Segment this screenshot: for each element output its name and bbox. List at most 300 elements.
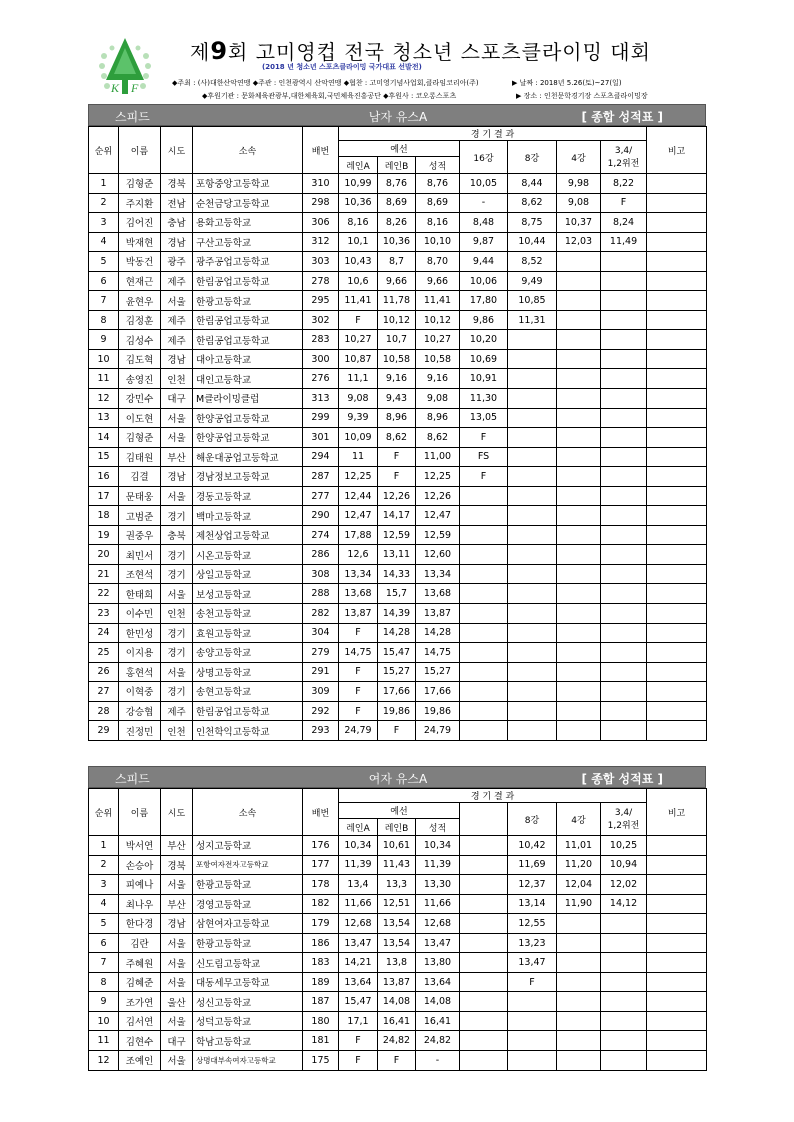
cell-r16 — [460, 894, 508, 914]
cell-score: 8,62 — [416, 428, 460, 448]
cell-lane-b: 13,87 — [378, 972, 416, 992]
cell-r4 — [557, 506, 601, 526]
cell-rank: 18 — [89, 506, 119, 526]
cell-r8 — [508, 643, 557, 663]
cell-affiliation: 제천상업고등학교 — [193, 525, 303, 545]
cell-affiliation: 상일고등학교 — [193, 564, 303, 584]
cell-affiliation: 성신고등학교 — [193, 992, 303, 1012]
col-region: 시도 — [161, 789, 193, 836]
cell-bib: 288 — [303, 584, 339, 604]
sponsor-info: ◆후원기관 : 문화체육관광부,대한체육회,국민체육진흥공단 ◆후원사 : 코오롱스포츠 — [202, 92, 457, 100]
cell-region: 경남 — [161, 349, 193, 369]
cell-region: 경기 — [161, 564, 193, 584]
cell-note — [647, 972, 707, 992]
cell-r4 — [557, 271, 601, 291]
table-row — [89, 604, 707, 624]
cell-lane-b: 12,51 — [378, 894, 416, 914]
cell-r4: 11,20 — [557, 855, 601, 875]
cell-region: 서울 — [161, 1011, 193, 1031]
cell-final — [601, 252, 647, 272]
men-results-table — [88, 126, 707, 741]
cell-lane-b: 8,69 — [378, 193, 416, 213]
cell-lane-a: F — [339, 662, 378, 682]
cell-r8 — [508, 408, 557, 428]
cell-final: 10,94 — [601, 855, 647, 875]
cell-rank: 20 — [89, 545, 119, 565]
cell-rank: 5 — [89, 252, 119, 272]
cell-note — [647, 506, 707, 526]
cell-region: 서울 — [161, 584, 193, 604]
cell-r8 — [508, 349, 557, 369]
cell-r4 — [557, 389, 601, 409]
cell-final — [601, 643, 647, 663]
cell-note — [647, 604, 707, 624]
cell-note — [647, 486, 707, 506]
cell-r8 — [508, 330, 557, 350]
cell-score: 12,26 — [416, 486, 460, 506]
cell-rank: 27 — [89, 682, 119, 702]
cell-lane-b: 10,12 — [378, 310, 416, 330]
cell-affiliation: 보성고등학교 — [193, 584, 303, 604]
cell-name: 주혜원 — [119, 953, 161, 973]
cell-r16 — [460, 662, 508, 682]
cell-r16 — [460, 545, 508, 565]
cell-lane-b: F — [378, 1051, 416, 1071]
cell-r16: 8,48 — [460, 213, 508, 233]
cell-r4: 11,90 — [557, 894, 601, 914]
col-r8: 8강 — [508, 141, 557, 174]
cell-rank: 6 — [89, 271, 119, 291]
cell-note — [647, 545, 707, 565]
cell-lane-a: 10,1 — [339, 232, 378, 252]
cell-lane-a: 10,87 — [339, 349, 378, 369]
cell-note — [647, 1011, 707, 1031]
cell-score: 12,47 — [416, 506, 460, 526]
cell-affiliation: 신도림고등학교 — [193, 953, 303, 973]
cell-region: 인천 — [161, 604, 193, 624]
table-row — [89, 525, 707, 545]
cell-region: 서울 — [161, 1051, 193, 1071]
cell-region: 경기 — [161, 643, 193, 663]
cell-r16 — [460, 506, 508, 526]
cell-region: 서울 — [161, 933, 193, 953]
cell-r16: - — [460, 193, 508, 213]
cell-note — [647, 408, 707, 428]
col-final-line1: 3,4/ — [614, 807, 633, 818]
cell-r16: 10,20 — [460, 330, 508, 350]
cell-lane-a: F — [339, 701, 378, 721]
cell-note — [647, 447, 707, 467]
table-row — [89, 564, 707, 584]
cell-r16 — [460, 992, 508, 1012]
cell-bib: 308 — [303, 564, 339, 584]
kf-tree-logo-icon — [96, 36, 154, 98]
cell-score: 11,41 — [416, 291, 460, 311]
cell-final — [601, 623, 647, 643]
cell-name: 한다경 — [119, 914, 161, 934]
table-row — [89, 721, 707, 741]
cell-r4 — [557, 662, 601, 682]
cell-r4 — [557, 525, 601, 545]
cell-r8 — [508, 525, 557, 545]
cell-affiliation: 해운대공업고등학교 — [193, 447, 303, 467]
cell-r4 — [557, 953, 601, 973]
cell-name: 이수민 — [119, 604, 161, 624]
cell-r8: 8,52 — [508, 252, 557, 272]
cell-score: 13,47 — [416, 933, 460, 953]
cell-bib: 282 — [303, 604, 339, 624]
cell-score: 9,16 — [416, 369, 460, 389]
cell-lane-b: 12,59 — [378, 525, 416, 545]
cell-lane-a: 12,47 — [339, 506, 378, 526]
cell-lane-a: 11,66 — [339, 894, 378, 914]
cell-lane-b: 11,43 — [378, 855, 416, 875]
col-results: 경 기 결 과 — [339, 127, 647, 141]
cell-affiliation: 삼현여자고등학교 — [193, 914, 303, 934]
table-row — [89, 506, 707, 526]
cell-region: 제주 — [161, 701, 193, 721]
table-row — [89, 701, 707, 721]
cell-name: 김란 — [119, 933, 161, 953]
cell-score: 10,12 — [416, 310, 460, 330]
cell-final — [601, 933, 647, 953]
col-prelim: 예선 — [339, 803, 460, 819]
cell-rank: 8 — [89, 972, 119, 992]
cell-affiliation: 한광고등학교 — [193, 933, 303, 953]
cell-final — [601, 564, 647, 584]
cell-name: 이지용 — [119, 643, 161, 663]
col-final — [601, 803, 647, 836]
cell-r16 — [460, 1031, 508, 1051]
col-region: 시도 — [161, 127, 193, 174]
cell-r16 — [460, 564, 508, 584]
cell-region: 제주 — [161, 271, 193, 291]
cell-note — [647, 271, 707, 291]
logo-letter-f: F — [131, 81, 139, 95]
cell-bib: 301 — [303, 428, 339, 448]
cell-note — [647, 389, 707, 409]
col-r8: 8강 — [508, 803, 557, 836]
cell-name: 최민서 — [119, 545, 161, 565]
cell-lane-a: 10,6 — [339, 271, 378, 291]
cell-affiliation: 한광고등학교 — [193, 875, 303, 895]
cell-score: 12,59 — [416, 525, 460, 545]
cell-r4 — [557, 972, 601, 992]
col-lane-a: 레인A — [339, 157, 378, 174]
cell-r16 — [460, 486, 508, 506]
table-row — [89, 875, 707, 895]
cell-r8: 12,37 — [508, 875, 557, 895]
cell-r8 — [508, 604, 557, 624]
cell-name: 김현수 — [119, 1031, 161, 1051]
cell-r8 — [508, 389, 557, 409]
cell-note — [647, 682, 707, 702]
table-row — [89, 953, 707, 973]
cell-lane-b: 10,61 — [378, 836, 416, 856]
cell-region: 서울 — [161, 953, 193, 973]
cell-r4: 10,37 — [557, 213, 601, 233]
cell-final — [601, 953, 647, 973]
cell-score: 19,86 — [416, 701, 460, 721]
cell-r4 — [557, 545, 601, 565]
cell-rank: 23 — [89, 604, 119, 624]
cell-bib: 177 — [303, 855, 339, 875]
cell-note — [647, 213, 707, 233]
col-bib: 배번 — [303, 789, 339, 836]
cell-r16: 11,30 — [460, 389, 508, 409]
cell-bib: 313 — [303, 389, 339, 409]
cell-bib: 290 — [303, 506, 339, 526]
cell-bib: 299 — [303, 408, 339, 428]
cell-final — [601, 291, 647, 311]
cell-affiliation: 포항중앙고등학교 — [193, 174, 303, 194]
cell-note — [647, 467, 707, 487]
col-r16: 16강 — [460, 141, 508, 174]
cell-affiliation: 광주공업고등학교 — [193, 252, 303, 272]
cell-score: 12,25 — [416, 467, 460, 487]
women-category: 스피드 — [115, 772, 150, 786]
cell-lane-a: 8,16 — [339, 213, 378, 233]
col-rank: 순위 — [89, 127, 119, 174]
cell-final — [601, 486, 647, 506]
table-row — [89, 972, 707, 992]
cell-r16: 10,05 — [460, 174, 508, 194]
cell-affiliation: 송천고등학교 — [193, 604, 303, 624]
cell-lane-b: 10,36 — [378, 232, 416, 252]
cell-score: 8,69 — [416, 193, 460, 213]
cell-rank: 21 — [89, 564, 119, 584]
cell-region: 경남 — [161, 914, 193, 934]
cell-score: - — [416, 1051, 460, 1071]
cell-r8: 8,44 — [508, 174, 557, 194]
cell-bib: 298 — [303, 193, 339, 213]
cell-r4 — [557, 428, 601, 448]
table-row — [89, 349, 707, 369]
cell-r4 — [557, 330, 601, 350]
table-row — [89, 545, 707, 565]
cell-rank: 24 — [89, 623, 119, 643]
cell-rank: 9 — [89, 992, 119, 1012]
cell-rank: 25 — [89, 643, 119, 663]
men-category: 스피드 — [115, 110, 150, 124]
cell-lane-b: 15,7 — [378, 584, 416, 604]
cell-final: 10,25 — [601, 836, 647, 856]
table-row — [89, 428, 707, 448]
cell-r8 — [508, 467, 557, 487]
table-row — [89, 271, 707, 291]
women-division: 여자 유스A — [368, 772, 428, 786]
cell-rank: 11 — [89, 369, 119, 389]
women-section-bar — [88, 766, 706, 788]
cell-lane-b: 8,7 — [378, 252, 416, 272]
cell-r4 — [557, 486, 601, 506]
cell-r16: 10,69 — [460, 349, 508, 369]
cell-r4: 9,08 — [557, 193, 601, 213]
cell-note — [647, 933, 707, 953]
cell-region: 부산 — [161, 836, 193, 856]
cell-name: 김정훈 — [119, 310, 161, 330]
table-row — [89, 643, 707, 663]
cell-lane-a: 12,68 — [339, 914, 378, 934]
cell-final — [601, 389, 647, 409]
cell-name: 김성수 — [119, 330, 161, 350]
cell-lane-a: 13,34 — [339, 564, 378, 584]
cell-r8 — [508, 701, 557, 721]
cell-r4 — [557, 291, 601, 311]
cell-affiliation: 구산고등학교 — [193, 232, 303, 252]
cell-region: 서울 — [161, 291, 193, 311]
cell-rank: 2 — [89, 855, 119, 875]
cell-r4 — [557, 701, 601, 721]
cell-r16 — [460, 953, 508, 973]
cell-note — [647, 643, 707, 663]
cell-r4 — [557, 310, 601, 330]
cell-bib: 295 — [303, 291, 339, 311]
cell-region: 제주 — [161, 310, 193, 330]
col-lane-b: 레인B — [378, 157, 416, 174]
cell-r16: 10,06 — [460, 271, 508, 291]
cell-region: 인천 — [161, 369, 193, 389]
cell-score: 24,79 — [416, 721, 460, 741]
cell-note — [647, 193, 707, 213]
cell-r8 — [508, 662, 557, 682]
cell-region: 경기 — [161, 506, 193, 526]
cell-name: 김어진 — [119, 213, 161, 233]
cell-score: 11,66 — [416, 894, 460, 914]
cell-note — [647, 623, 707, 643]
cell-final — [601, 506, 647, 526]
table-row — [89, 330, 707, 350]
col-prelim: 예선 — [339, 141, 460, 157]
cell-note — [647, 953, 707, 973]
cell-r16: 9,86 — [460, 310, 508, 330]
cell-region: 서울 — [161, 875, 193, 895]
cell-affiliation: 효원고등학교 — [193, 623, 303, 643]
cell-lane-a: F — [339, 623, 378, 643]
cell-rank: 4 — [89, 232, 119, 252]
cell-r8: 11,31 — [508, 310, 557, 330]
cell-bib: 291 — [303, 662, 339, 682]
women-table-header — [89, 789, 707, 836]
cell-note — [647, 855, 707, 875]
women-results-section — [88, 766, 706, 1071]
col-final-line2: 1,2위전 — [607, 158, 640, 169]
table-row — [89, 836, 707, 856]
cell-r4 — [557, 643, 601, 663]
cell-lane-b: 10,58 — [378, 349, 416, 369]
cell-lane-a: 9,39 — [339, 408, 378, 428]
cell-r8: 13,23 — [508, 933, 557, 953]
organizer-info: ◆주최 : (사)대한산악연맹 ◆주관 : 인천광역시 산악연맹 ◆협찬 : 고미영기념사업회,클라임코리아(주) — [172, 79, 479, 87]
cell-r4 — [557, 604, 601, 624]
cell-affiliation: 대인고등학교 — [193, 369, 303, 389]
cell-final — [601, 525, 647, 545]
cell-r8 — [508, 369, 557, 389]
cell-rank: 22 — [89, 584, 119, 604]
cell-r8 — [508, 447, 557, 467]
cell-region: 광주 — [161, 252, 193, 272]
cell-lane-b: 13,8 — [378, 953, 416, 973]
col-final-line1: 3,4/ — [614, 145, 633, 156]
cell-region: 부산 — [161, 447, 193, 467]
cell-r4 — [557, 1051, 601, 1071]
cell-score: 12,60 — [416, 545, 460, 565]
cell-name: 박서연 — [119, 836, 161, 856]
cell-score: 13,64 — [416, 972, 460, 992]
cell-r4 — [557, 564, 601, 584]
cell-name: 권중우 — [119, 525, 161, 545]
cell-lane-a: 12,6 — [339, 545, 378, 565]
cell-region: 제주 — [161, 330, 193, 350]
cell-score: 10,10 — [416, 232, 460, 252]
cell-name: 윤현우 — [119, 291, 161, 311]
cell-bib: 277 — [303, 486, 339, 506]
cell-lane-a: 9,08 — [339, 389, 378, 409]
cell-name: 조현석 — [119, 564, 161, 584]
cell-rank: 16 — [89, 467, 119, 487]
col-lane-a: 레인A — [339, 819, 378, 836]
cell-lane-b: 11,78 — [378, 291, 416, 311]
cell-r4 — [557, 467, 601, 487]
table-row — [89, 662, 707, 682]
col-rank: 순위 — [89, 789, 119, 836]
cell-region: 경북 — [161, 855, 193, 875]
cell-lane-a: 17,1 — [339, 1011, 378, 1031]
cell-lane-a: 13,4 — [339, 875, 378, 895]
cell-lane-a: 11,39 — [339, 855, 378, 875]
cell-affiliation: 인천학익고등학교 — [193, 721, 303, 741]
cell-r16: 10,91 — [460, 369, 508, 389]
table-row — [89, 623, 707, 643]
cell-score: 15,27 — [416, 662, 460, 682]
cell-affiliation: 경동고등학교 — [193, 486, 303, 506]
cell-final: 8,22 — [601, 174, 647, 194]
cell-final: 12,02 — [601, 875, 647, 895]
cell-name: 김결 — [119, 467, 161, 487]
cell-r4 — [557, 584, 601, 604]
cell-rank: 3 — [89, 213, 119, 233]
cell-rank: 11 — [89, 1031, 119, 1051]
cell-affiliation: 상명고등학교 — [193, 662, 303, 682]
cell-score: 9,66 — [416, 271, 460, 291]
cell-score: 9,08 — [416, 389, 460, 409]
col-r4: 4강 — [557, 803, 601, 836]
cell-name: 김도혁 — [119, 349, 161, 369]
cell-name: 진정민 — [119, 721, 161, 741]
cell-name: 한민성 — [119, 623, 161, 643]
table-row — [89, 389, 707, 409]
venue-info: ▶ 장소 : 인천문학경기장 스포츠클라이밍장 — [516, 92, 648, 100]
cell-final — [601, 992, 647, 1012]
col-final-line2: 1,2위전 — [607, 820, 640, 831]
cell-bib: 183 — [303, 953, 339, 973]
cell-r4: 12,04 — [557, 875, 601, 895]
title-number: 9 — [210, 37, 229, 65]
cell-r16: FS — [460, 447, 508, 467]
cell-region: 충북 — [161, 525, 193, 545]
cell-lane-a: 15,47 — [339, 992, 378, 1012]
cell-name: 이혁중 — [119, 682, 161, 702]
cell-lane-b: 14,39 — [378, 604, 416, 624]
table-row — [89, 1051, 707, 1071]
men-division: 남자 유스A — [368, 110, 428, 124]
cell-lane-b: F — [378, 721, 416, 741]
cell-r16 — [460, 933, 508, 953]
cell-bib: 306 — [303, 213, 339, 233]
cell-r8: F — [508, 972, 557, 992]
cell-r8 — [508, 1031, 557, 1051]
men-table-body — [89, 174, 707, 741]
